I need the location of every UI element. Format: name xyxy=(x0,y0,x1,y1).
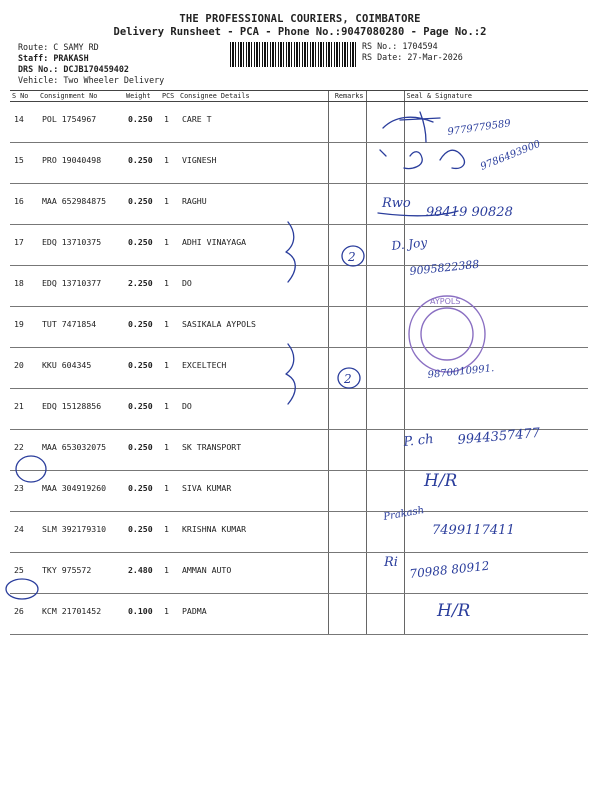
row-sno: 26 xyxy=(10,594,38,635)
row-remarks xyxy=(328,594,366,635)
row-consignee: SIVA KUMAR xyxy=(178,471,328,512)
signature-row24: Prakash xyxy=(382,504,425,523)
row-pcs: 1 xyxy=(160,348,178,389)
signature-row22: P. ch xyxy=(402,431,435,450)
phone-row20: 9870010991. xyxy=(427,363,495,381)
signature-row18: D. Joy xyxy=(390,235,428,253)
row-seal xyxy=(404,184,588,225)
row-remarks xyxy=(328,512,366,553)
row-remarks xyxy=(328,430,366,471)
row-pcs: 1 xyxy=(160,102,178,143)
staff-line xyxy=(18,53,89,64)
row-pcs: 1 xyxy=(160,512,178,553)
row-sno: 20 xyxy=(10,348,38,389)
row-consignee: DO xyxy=(178,266,328,307)
row-remarks-2 xyxy=(366,389,404,430)
row-sno: 18 xyxy=(10,266,38,307)
row-seal xyxy=(404,553,588,594)
table-row xyxy=(10,143,588,184)
table-row xyxy=(10,307,588,348)
row-remarks-2 xyxy=(366,307,404,348)
row-pcs: 1 xyxy=(160,143,178,184)
phone-row14: 9779779589 xyxy=(446,118,512,138)
staff-label: Staff: xyxy=(18,53,49,63)
table-row xyxy=(10,102,588,143)
row-consignment: POL 1754967 xyxy=(38,102,124,143)
row-seal xyxy=(404,430,588,471)
row-sno: 14 xyxy=(10,102,38,143)
row-seal xyxy=(404,143,588,184)
row-consignment: KCM 21701452 xyxy=(38,594,124,635)
row-remarks-2 xyxy=(366,225,404,266)
row-weight: 0.250 xyxy=(124,307,160,348)
row-seal xyxy=(404,471,588,512)
hr-mark-row23: H/R xyxy=(424,471,458,491)
row-remarks-2 xyxy=(366,594,404,635)
phone-row24: 7499117411 xyxy=(432,523,515,538)
row-weight: 0.250 xyxy=(124,225,160,266)
rs-number: RS No.: 1704594 xyxy=(362,41,438,51)
phone-row18: 9095822388 xyxy=(408,257,480,278)
row-consignment: MAA 304919260 xyxy=(38,471,124,512)
row-consignment: MAA 653032075 xyxy=(38,430,124,471)
barcode xyxy=(230,42,356,67)
row-remarks xyxy=(328,307,366,348)
row-consignee: KRISHNA KUMAR xyxy=(178,512,328,553)
table-row xyxy=(10,430,588,471)
table-row xyxy=(10,225,588,266)
row-pcs: 1 xyxy=(160,184,178,225)
row-weight: 0.250 xyxy=(124,348,160,389)
row-sno: 25 xyxy=(10,553,38,594)
col-consignment: Consignment No xyxy=(38,91,124,102)
signature-row16: Rwo xyxy=(382,196,411,211)
row-remarks xyxy=(328,266,366,307)
row-weight: 0.100 xyxy=(124,594,160,635)
row-consignee: EXCELTECH xyxy=(178,348,328,389)
phone-row16: 98419 90828 xyxy=(426,205,513,220)
row-consignee: PADMA xyxy=(178,594,328,635)
company-title: THE PROFESSIONAL COURIERS, COIMBATORE xyxy=(179,13,421,25)
col-weight: Weight xyxy=(124,91,160,102)
row-seal xyxy=(404,102,588,143)
row-seal xyxy=(404,348,588,389)
row-pcs: 1 xyxy=(160,553,178,594)
row-weight: 0.250 xyxy=(124,102,160,143)
remark-count-2: 2 xyxy=(344,372,352,386)
phone-row22: 9944357477 xyxy=(457,425,541,448)
row-consignee: VIGNESH xyxy=(178,143,328,184)
stamp-text: AYPOLS xyxy=(430,297,461,306)
col-seal: Seal & Signature xyxy=(404,91,588,102)
row-consignment: EDQ 15128856 xyxy=(38,389,124,430)
row-pcs: 1 xyxy=(160,594,178,635)
row-sno: 22 xyxy=(10,430,38,471)
row-remarks xyxy=(328,102,366,143)
remark-count-1: 2 xyxy=(348,250,356,264)
row-consignee: SASIKALA AYPOLS xyxy=(178,307,328,348)
row-consignment: TKY 975572 xyxy=(38,553,124,594)
row-consignment: PRO 19040498 xyxy=(38,143,124,184)
row-remarks-2 xyxy=(366,512,404,553)
col-remarks: Remarks xyxy=(328,91,366,102)
col-sno: S No xyxy=(10,91,38,102)
row-weight: 0.250 xyxy=(124,389,160,430)
row-weight: 2.250 xyxy=(124,266,160,307)
row-remarks xyxy=(328,389,366,430)
rs-date: RS Date: 27-Mar-2026 xyxy=(362,52,463,62)
row-pcs: 1 xyxy=(160,225,178,266)
row-remarks-2 xyxy=(366,348,404,389)
phone-row15: 9786493900 xyxy=(479,138,543,173)
row-consignment: EDQ 13710375 xyxy=(38,225,124,266)
row-consignment: SLM 392179310 xyxy=(38,512,124,553)
row-consignment: EDQ 13710377 xyxy=(38,266,124,307)
table-row xyxy=(10,184,588,225)
row-weight: 2.480 xyxy=(124,553,160,594)
row-sno: 19 xyxy=(10,307,38,348)
row-remarks xyxy=(328,225,366,266)
table-row xyxy=(10,389,588,430)
row-consignee: ADHI VINAYAGA xyxy=(178,225,328,266)
row-sno: 15 xyxy=(10,143,38,184)
row-seal xyxy=(404,512,588,553)
row-consignee: CARE T xyxy=(178,102,328,143)
col-pcs: PCS xyxy=(160,91,178,102)
row-remarks-2 xyxy=(366,553,404,594)
row-remarks xyxy=(328,184,366,225)
row-remarks xyxy=(328,553,366,594)
row-remarks-2 xyxy=(366,430,404,471)
row-sno: 21 xyxy=(10,389,38,430)
row-sno: 17 xyxy=(10,225,38,266)
row-weight: 0.250 xyxy=(124,512,160,553)
drs-line xyxy=(18,64,129,75)
row-pcs: 1 xyxy=(160,389,178,430)
row-weight: 0.250 xyxy=(124,184,160,225)
row-weight: 0.250 xyxy=(124,143,160,184)
row-consignment: TUT 7471854 xyxy=(38,307,124,348)
row-pcs: 1 xyxy=(160,266,178,307)
vehicle-line: Vehicle: Two Wheeler Delivery xyxy=(18,75,165,85)
col-remarks-blank xyxy=(366,91,404,102)
row-weight: 0.250 xyxy=(124,430,160,471)
row-remarks xyxy=(328,143,366,184)
delivery-table xyxy=(10,90,588,635)
table-row xyxy=(10,471,588,512)
row-pcs: 1 xyxy=(160,307,178,348)
row-seal xyxy=(404,225,588,266)
row-consignee: SK TRANSPORT xyxy=(178,430,328,471)
row-remarks-2 xyxy=(366,471,404,512)
row-pcs: 1 xyxy=(160,430,178,471)
row-remarks-2 xyxy=(366,266,404,307)
row-remarks-2 xyxy=(366,102,404,143)
table-row xyxy=(10,553,588,594)
route-line: Route: C SAMY RD xyxy=(18,42,99,52)
row-sno: 24 xyxy=(10,512,38,553)
row-consignee: DO xyxy=(178,389,328,430)
phone-row25: 70988 80912 xyxy=(408,558,491,581)
row-sno: 23 xyxy=(10,471,38,512)
signature-row25: Ri xyxy=(384,555,398,570)
row-remarks xyxy=(328,348,366,389)
row-remarks-2 xyxy=(366,184,404,225)
row-consignee: RAGHU xyxy=(178,184,328,225)
runsheet-subtitle: Delivery Runsheet - PCA - Phone No.:9047080280 - Page No.:2 xyxy=(113,26,487,38)
row-seal xyxy=(404,307,588,348)
table-row xyxy=(10,266,588,307)
row-seal xyxy=(404,266,588,307)
drs-value: DCJB170459402 xyxy=(63,64,129,74)
row-pcs: 1 xyxy=(160,471,178,512)
row-weight: 0.250 xyxy=(124,471,160,512)
table-row xyxy=(10,594,588,635)
row-seal xyxy=(404,594,588,635)
row-remarks-2 xyxy=(366,143,404,184)
row-sno: 16 xyxy=(10,184,38,225)
hr-mark-row26: H/R xyxy=(437,601,471,621)
row-consignee: AMMAN AUTO xyxy=(178,553,328,594)
table-row xyxy=(10,512,588,553)
row-remarks xyxy=(328,471,366,512)
col-consignee: Consignee Details xyxy=(178,91,328,102)
table-header-row xyxy=(10,91,588,102)
drs-label: DRS No.: xyxy=(18,64,59,74)
row-consignment: KKU 604345 xyxy=(38,348,124,389)
staff-value: PRAKASH xyxy=(53,53,89,63)
table-row xyxy=(10,348,588,389)
row-consignment: MAA 652984875 xyxy=(38,184,124,225)
row-seal xyxy=(404,389,588,430)
